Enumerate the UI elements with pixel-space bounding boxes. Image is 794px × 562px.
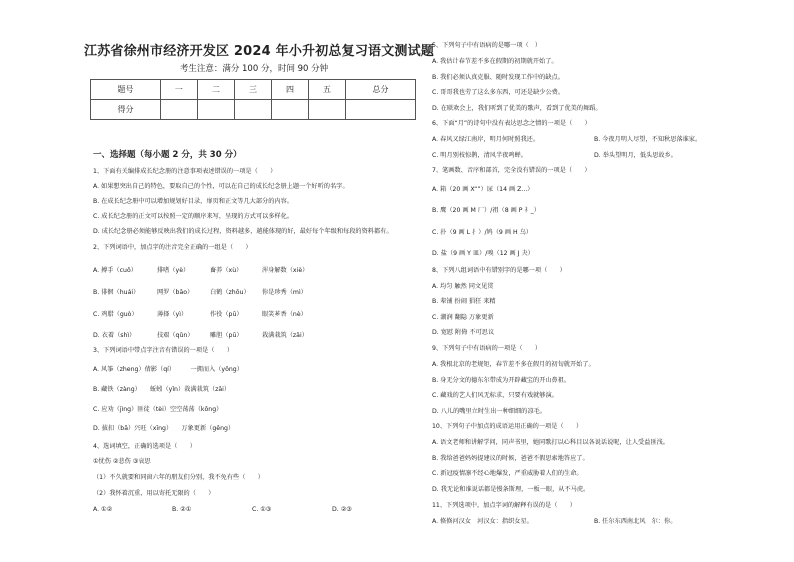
question-7: 7、笔画数、音序和部首，完全没有错误的一项是（ ） [432, 167, 591, 174]
question-4-sentence-2: （2）我怀着沉重，用以寄托无限的（ ） [93, 490, 215, 497]
question-3: 3、下列词语中带点字注音有错误的一项是（ ） [93, 347, 234, 354]
question-8-option-d: D. 宽慰 附倚 不可思议 [432, 329, 495, 336]
score-header-cell: 一 [160, 80, 197, 100]
score-input-cell[interactable] [160, 100, 197, 120]
question-3-option-d: D. 拔扣（bā）兴旺（xīng） 万象更新（gēng） [93, 425, 235, 432]
question-5-option-a: A. 我估计春节差不多在假期的初期就开始了。 [432, 58, 558, 65]
question-4: 4、选词填空，正确的选项是（ ） [93, 443, 196, 450]
question-4-option: A. ①② [93, 506, 113, 513]
question-7-option-d: D. 盐（9 画 Y 皿）/嗅（12 画 J 夬） [432, 250, 534, 257]
question-11: 11、下列选项中，加点字词的解释有误的是（ ） [432, 502, 576, 509]
question-1-option-b: B. 在成长纪念册中可以增加规划好目录，扉页和正文等几大部分的内容。 [93, 198, 293, 205]
q2-c-part: 眼笑芗香（nè） [262, 311, 307, 318]
question-1-option-d: D. 成长纪念册必须能够反映出我们的成长过程，资料越多，越能体现的好，最好每个年级和每段的资料都有。 [93, 228, 393, 235]
score-input-cell[interactable] [271, 100, 308, 120]
question-1-option-c: C. 成长纪念册的正文可以按照一定的顺序来写，呈现的方式可以多样化。 [93, 213, 294, 220]
question-8-option-b: B. 辈铺 扮闹 猖狂 来精 [432, 298, 496, 305]
q2-d-part: 栽满栽筑（zāi） [262, 332, 308, 339]
q2-d-part: D. 衣着（shì） [93, 332, 136, 339]
question-6-option-d: D. 举头望明月，低头思故乡。 [594, 152, 677, 159]
question-5: 5、下列句子中有语病的是哪一项（ ） [432, 42, 542, 49]
question-10: 10、下列句子中加点的成语运用正确的一项是（ ） [432, 423, 583, 430]
exam-notice: 考生注意：满分 100 分，时间 90 分钟 [179, 64, 329, 74]
question-6-option-c: C. 明月别枝惊鹊，清风半夜鸣蝉。 [432, 152, 527, 159]
question-11-option-a: A. 倏倏河汉女 河汉女：指织女星。 [432, 518, 533, 525]
section-heading: 一、选择题（每小题 2 分，共 30 分） [93, 150, 242, 160]
q2-a-part: 排嗜（yè） [157, 267, 190, 274]
question-10-option-d: D. 我无论和谁说话都是慢条斯理，一板一眼，从不马虎。 [432, 486, 590, 493]
score-header-cell: 题号 [91, 80, 161, 100]
q2-b-part: 网罗（bāo） [157, 289, 194, 296]
q2-d-part: 技艰（qǔn） [157, 332, 194, 339]
score-header-cell: 三 [234, 80, 271, 100]
question-4-sentence-1: （1）不久就要和同窗六年的朋友们分别，我不免有些（ ） [93, 474, 264, 481]
page-title: 江苏省徐州市经济开发区 2024 年小升初总复习语文测试题 [84, 44, 435, 59]
question-8-option-a: A. 均匀 触然 同文见贯 [432, 283, 494, 290]
question-4-option: D. ②③ [332, 506, 352, 513]
question-8: 8、下列八组词语中有错别字的是哪一项（ ） [432, 267, 566, 274]
question-10-option-b: B. 我给爸爸妈妈提建议的时候，爸爸不假思索地答应了。 [432, 455, 589, 462]
score-row-label: 得分 [91, 100, 161, 120]
question-5-option-d: D. 在联欢会上，我们听到了优美的歌声，看到了优美的舞蹈。 [432, 105, 602, 112]
score-input-cell[interactable] [308, 100, 345, 120]
question-4-option: C. ①③ [252, 506, 272, 513]
question-1-option-a: A. 如果想突出自己的特色，要取自己的个性，可以在自己的成长纪念册上题一个好听的名字。 [93, 183, 349, 190]
q2-d-part: 雕胆（pū） [210, 332, 243, 339]
q2-a-part: 浑身解数（xiè） [262, 267, 309, 274]
q2-a-part: A. 搏手（cuō） [93, 267, 137, 274]
q2-b-part: 你是珍秀（mì） [262, 289, 307, 296]
score-table-header-row [91, 80, 416, 100]
question-3-option-b: B. 藏铁（zàng） 蚯蚓（yǐn）栽满栽筑（zāi） [93, 386, 231, 393]
question-7-option-a: A. 箱（20 画 X“”）尿（14 画 Z...） [432, 186, 534, 193]
question-9-option-d: D. 八儿的嘴里立时生出一种细细的凉毛。 [432, 408, 546, 415]
question-6-option-b: B. 今夜月明人尽望，不知秋思落谁家。 [594, 136, 702, 143]
question-6: 6、下面“月”的诗句中没有表达思念之情的一项是（ ） [432, 120, 591, 127]
question-3-option-a: A. 风筝（zheng）倩影（qí） 一拥而入（yōng） [93, 366, 243, 373]
q2-a-part: 畜养（xù） [210, 267, 243, 274]
question-9-option-b: B. 身无分文的德东尔带成为开辟藏宝的开山鼻祖。 [432, 377, 571, 384]
question-7-option-c: C. 扑（9 画 L 扌）/鸠（9 画 H 乌） [432, 229, 532, 236]
question-4-words: ①忧伤 ②悲伤 ③哀思 [93, 458, 151, 465]
question-9-option-a: A. 我根北京的老规矩，春节差不多在假月的初旬就开始了。 [432, 361, 595, 368]
score-input-cell[interactable] [346, 100, 416, 120]
q2-c-part: C. 鸡腊（guò） [93, 311, 138, 318]
score-table [90, 79, 416, 120]
score-input-cell[interactable] [197, 100, 234, 120]
score-header-cell: 五 [308, 80, 345, 100]
question-3-option-c: C. 应劝（jìng）匪徒（tèi）空空荡荡（kōng） [93, 406, 223, 413]
question-7-option-b: B. 鹰（20 画 M 厂）/祖（8 画 P 礻_） [432, 207, 540, 214]
score-header-cell: 总分 [346, 80, 416, 100]
question-1: 1、下面有关编排成长纪念册的注意事项表述错误的一项是（ ） [93, 168, 277, 175]
question-6-option-a: A. 春风又绿江南岸，明月何时照我还。 [432, 136, 540, 143]
score-header-cell: 二 [197, 80, 234, 100]
q2-b-part: B. 俳徊（huái） [93, 289, 140, 296]
question-11-option-b: B. 任尔东西南北风 尔：你。 [594, 518, 677, 525]
score-header-cell: 四 [271, 80, 308, 100]
q2-b-part: 白鹤（zhōu） [210, 289, 250, 296]
question-5-option-c: C. 哥哥我也劳了这么多东西，可还是缺少公费。 [432, 89, 565, 96]
score-input-cell[interactable] [234, 100, 271, 120]
question-10-option-c: C. 新冠疫情凛不经心地爆发，严重威胁着人们的生命。 [432, 470, 583, 477]
q2-c-part: 作役（pū） [210, 311, 243, 318]
question-9-option-c: C. 藏戏的艺人们风无标求，只要有戏就够演。 [432, 392, 558, 399]
question-9: 9、下列句子中有语病的一项是（ ） [432, 345, 542, 352]
question-8-option-c: C. 潮润 翻隐 万象更新 [432, 314, 494, 321]
question-5-option-b: B. 我们必须认真克服、随时发现工作中的缺点。 [432, 74, 564, 81]
q2-c-part: 薄择（yì） [157, 311, 188, 318]
question-10-option-a: A. 语文老师和讲解学问，同声书里，她同歌打以心科目以各说话说呢，让人受益匪浅。 [432, 439, 669, 446]
question-2: 2、下列词语中，加点字的注音完全正确的一组是（ ） [93, 244, 252, 251]
score-table-score-row [91, 100, 416, 120]
question-4-option: B. ②① [172, 506, 192, 513]
